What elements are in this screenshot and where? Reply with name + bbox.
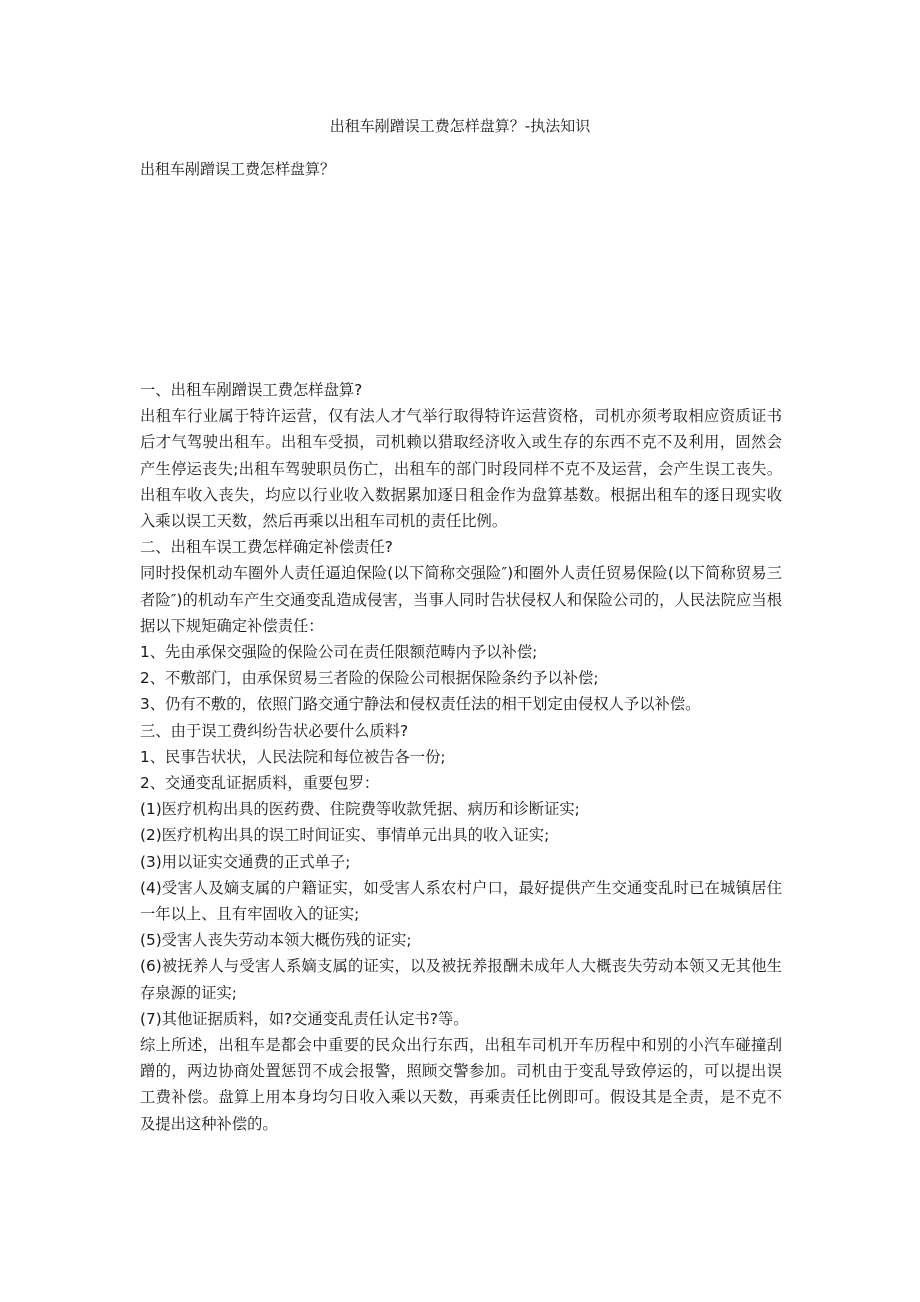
list-item: (7)其他证据质料，如?交通变乱责任认定书?等。 (140, 1009, 469, 1028)
list-item: 2、交通变乱证据质料，重要包罗： (140, 774, 380, 793)
list-item: 3、仍有不敷的，依照门路交通宁静法和侵权责任法的相干划定由侵权人予以补偿。 (140, 695, 701, 714)
list-item: (3)用以证实交通费的正式单子; (140, 852, 351, 871)
section-heading-1: 一、出租车剐蹭误工费怎样盘算? (140, 381, 363, 399)
list-item: (2)医疗机构出具的误工时间证实、事情单元出具的收入证实; (140, 826, 550, 845)
list-item: (1)医疗机构出具的医药费、住院费等收款凭据、病历和诊断证实; (140, 800, 580, 819)
paragraph: 同时投保机动车圈外人责任逼迫保险(以下简称交强险″)和圈外人责任贸易保险(以下简称贸易三者险″)的机动车产生交通变乱造成侵害，当事人同时告状侵权人和保险公司的，人民法院应当根据以下规矩确定补偿责任： (140, 564, 782, 635)
document-body (140, 377, 782, 1137)
document-subtitle: 出租车剐蹭误工费怎样盘算？ (140, 160, 336, 178)
list-item: (5)受害人丧失劳动本领大概伤残的证实; (140, 931, 412, 950)
section-heading-3: 三、由于误工费纠纷告状必要什么质料? (140, 721, 409, 740)
document-title: 出租车剐蹭误工费怎样盘算？-执法知识 (329, 117, 591, 135)
list-item: (6)被抚养人与受害人系嫡支属的证实，以及被抚养报酬未成年人大概丧失劳动本领又无其他生存泉源的证实; (140, 957, 782, 1002)
list-item: 2、不敷部门，由承保贸易三者险的保险公司根据保险条约予以补偿; (140, 669, 599, 688)
paragraph-conclusion: 综上所述，出租车是都会中重要的民众出行东西，出租车司机开车历程中和别的小汽车碰撞刮蹭的，两边协商处置惩罚不成会报警，照顾交警参加。司机由于变乱导致停运的，可以提出误工费补偿。盘算上用本身均匀日收入乘以天数，再乘责任比例即可。假设其是全责，是不克不及提出这种补偿的。 (140, 1036, 782, 1133)
list-item: 1、先由承保交强险的保险公司在责任限额范畴内予以补偿; (140, 643, 538, 662)
list-item: 1、民事告状状，人民法院和每位被告各一份; (140, 747, 446, 766)
section-heading-2: 二、出租车误工费怎样确定补偿责任? (140, 538, 393, 557)
list-item: (4)受害人及嫡支属的户籍证实，如受害人系农村户口，最好提供产生交通变乱时已在城镇居住一年以上、且有牢固收入的证实; (140, 878, 782, 924)
paragraph: 出租车行业属于特许运营，仅有法人才气举行取得特许运营资格，司机亦须考取相应资质证书后才气驾驶出租车。出租车受损，司机赖以猎取经济收入或生存的东西不克不及利用，固然会产生停运丧失;出租车驾驶职员伤亡，出租车的部门时段同样不克不及运营，会产生误工丧失。出租车收入丧失，均应以行业收入数据累加逐日租金作为盘算基数。根据出租车的逐日现实收入乘以误工天数，然后再乘以出租车司机的责任比例。 (140, 407, 782, 531)
